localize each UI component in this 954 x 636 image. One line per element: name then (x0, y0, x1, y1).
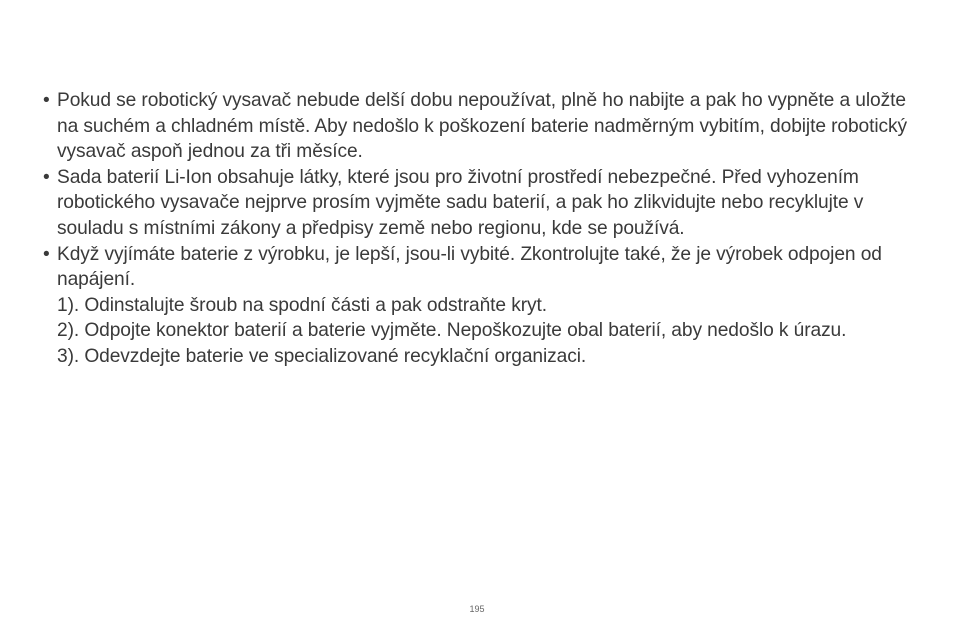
bullet-marker: • (43, 90, 50, 111)
step-2: 2). Odpojte konektor baterií a baterie vyjměte. Nepoškozujte obal baterií, aby nedošlo k úrazu. (57, 320, 847, 342)
step-3: 3). Odevzdejte baterie ve specializované recyklační organizaci. (57, 345, 587, 367)
bullet-storage (42, 88, 932, 165)
bullet-text: Pokud se robotický vysavač nebude delší dobu nepoužívat, plně ho nabijte a pak ho vypněte a uložte na suchém a chladném místě. Aby nedošlo k poškození baterie nadměrným vybitím, dobijte robotický vysavač aspoň jednou za tři měsíce. (57, 90, 908, 163)
bullet-marker: • (43, 243, 50, 265)
page-number: 195 (469, 604, 485, 614)
document-body (42, 88, 932, 370)
bullet-text: Sada baterií Li-Ion obsahuje látky, které jsou pro životní prostředí nebezpečné. Před vyhozením robotického vysavače nejprve prosím vyjměte sadu baterií, a pak ho zlikvidujte nebo recyklujte v souladu s místními zákony a předpisy země nebo regionu, kde se používá. (57, 166, 864, 239)
bullet-text: Když vyjímáte baterie z výrobku, je lepší, jsou-li vybité. Zkontrolujte také, že je výrobek odpojen od napájení. (57, 243, 882, 291)
bullet-removal (42, 242, 932, 293)
step-1: 1). Odinstalujte šroub na spodní části a pak odstraňte kryt. (57, 294, 547, 316)
bullet-marker: • (43, 166, 50, 188)
bullet-disposal (42, 165, 932, 242)
